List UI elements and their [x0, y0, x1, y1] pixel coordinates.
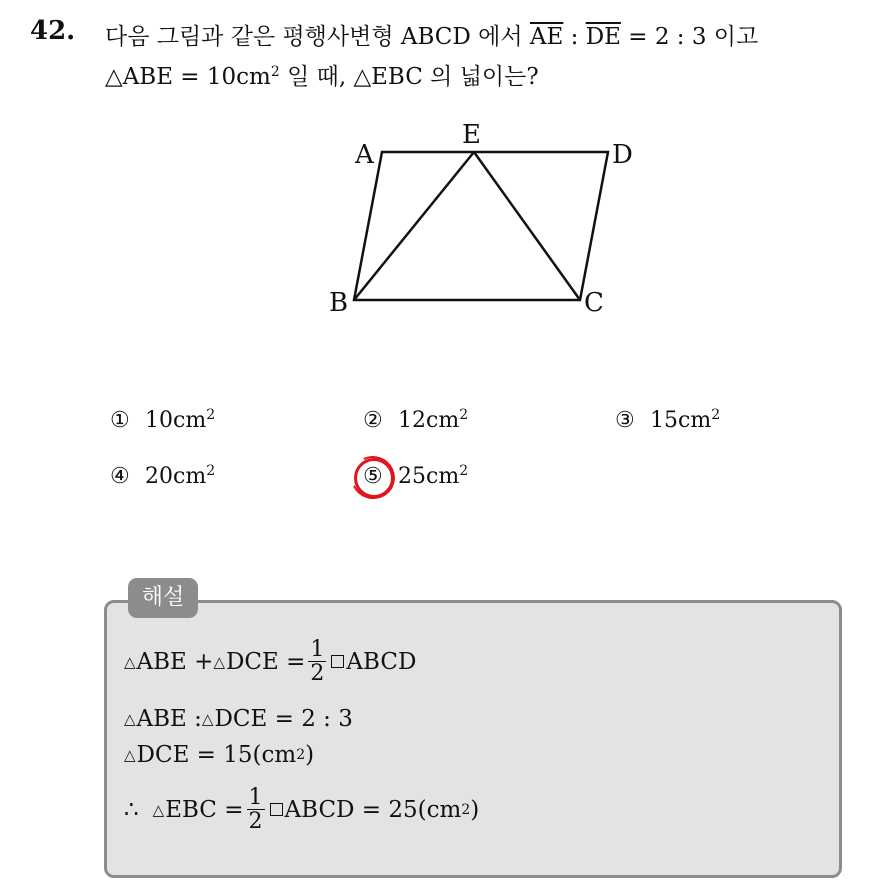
exponent: 2 — [206, 407, 216, 423]
vertex-label-b: B — [329, 288, 349, 318]
expr: ) — [305, 742, 315, 768]
segment-be — [354, 152, 474, 300]
fraction — [308, 638, 326, 685]
fraction-denominator: 2 — [310, 661, 325, 687]
vertex-label-e: E — [462, 120, 481, 150]
solution-line-2 — [124, 706, 353, 732]
ratio-text: = 2 : 3 이고 — [620, 24, 759, 50]
expr: DCE = — [225, 648, 306, 675]
triangle-symbol: △ — [124, 652, 136, 671]
choice-2[interactable] — [363, 408, 468, 433]
segment-de: $\overline{DE}$ — [585, 24, 621, 50]
segment-ec — [474, 152, 580, 300]
choice-marker: ② — [363, 408, 383, 433]
exponent: 2 — [459, 407, 469, 423]
choice-value: 20cm — [145, 464, 207, 489]
question-text: 다음 그림과 같은 평행사변형 ABCD 에서 — [105, 24, 530, 50]
exponent: 2 — [459, 463, 469, 479]
triangle-symbol: △ — [213, 652, 225, 671]
triangle-symbol: △ — [152, 800, 165, 819]
fraction-numerator: 1 — [310, 637, 325, 662]
solution-line-1 — [124, 638, 416, 685]
choice-value: 25cm — [398, 464, 460, 489]
parallelogram-symbol — [331, 655, 344, 668]
expr: DCE = 2 : 3 — [214, 706, 353, 732]
given-area: △ABE = 10cm — [105, 64, 271, 90]
choice-4[interactable] — [110, 464, 215, 489]
therefore-symbol: ∴ — [124, 796, 139, 823]
fraction — [247, 786, 265, 833]
question-ask: 일 때, △EBC 의 넓이는? — [279, 64, 539, 90]
solution-line-3: △ DCE = 15(cm 2 ) — [124, 742, 315, 768]
choice-value: 10cm — [145, 408, 207, 433]
exponent: 2 — [711, 407, 721, 423]
choice-value: 12cm — [398, 408, 460, 433]
ratio-colon: : — [563, 24, 586, 50]
solution-line-4: ∴ △ EBC = $\frac{1}{2}$ ABCD = 25(cm 2 ) — [124, 785, 480, 835]
segment-ae: $\overline{AE}$ — [529, 24, 564, 50]
expr: EBC = — [165, 796, 244, 823]
choice-value: 15cm — [650, 408, 712, 433]
choice-marker: ① — [110, 408, 130, 433]
vertex-label-d: D — [612, 140, 633, 170]
solution-tab: 해설 — [128, 578, 198, 618]
expr: ABCD — [346, 648, 417, 675]
exponent: 2 — [206, 463, 216, 479]
choice-marker: ⑤ — [363, 464, 383, 489]
triangle-symbol: △ — [201, 710, 214, 728]
parallelogram-abcd — [354, 152, 608, 300]
fraction-numerator: 1 — [248, 785, 263, 810]
expr: DCE = 15(cm — [136, 742, 297, 768]
question-number: 42. — [30, 16, 76, 46]
vertex-label-a: A — [355, 140, 374, 170]
expr: ABCD = 25(cm — [284, 796, 462, 823]
triangle-symbol: △ — [124, 746, 136, 764]
choice-3[interactable] — [615, 408, 720, 433]
parallelogram-symbol — [270, 803, 283, 816]
exponent: 2 — [270, 64, 280, 80]
triangle-symbol: △ — [124, 710, 136, 728]
expr: ABE + — [136, 648, 214, 675]
fraction-denominator: 2 — [248, 809, 263, 835]
expr: ABE : — [136, 706, 202, 732]
vertex-label-c: C — [584, 288, 604, 318]
choice-1[interactable] — [110, 408, 215, 433]
expr: ) — [470, 796, 480, 823]
choice-marker: ③ — [615, 408, 635, 433]
choice-marker: ④ — [110, 464, 130, 489]
